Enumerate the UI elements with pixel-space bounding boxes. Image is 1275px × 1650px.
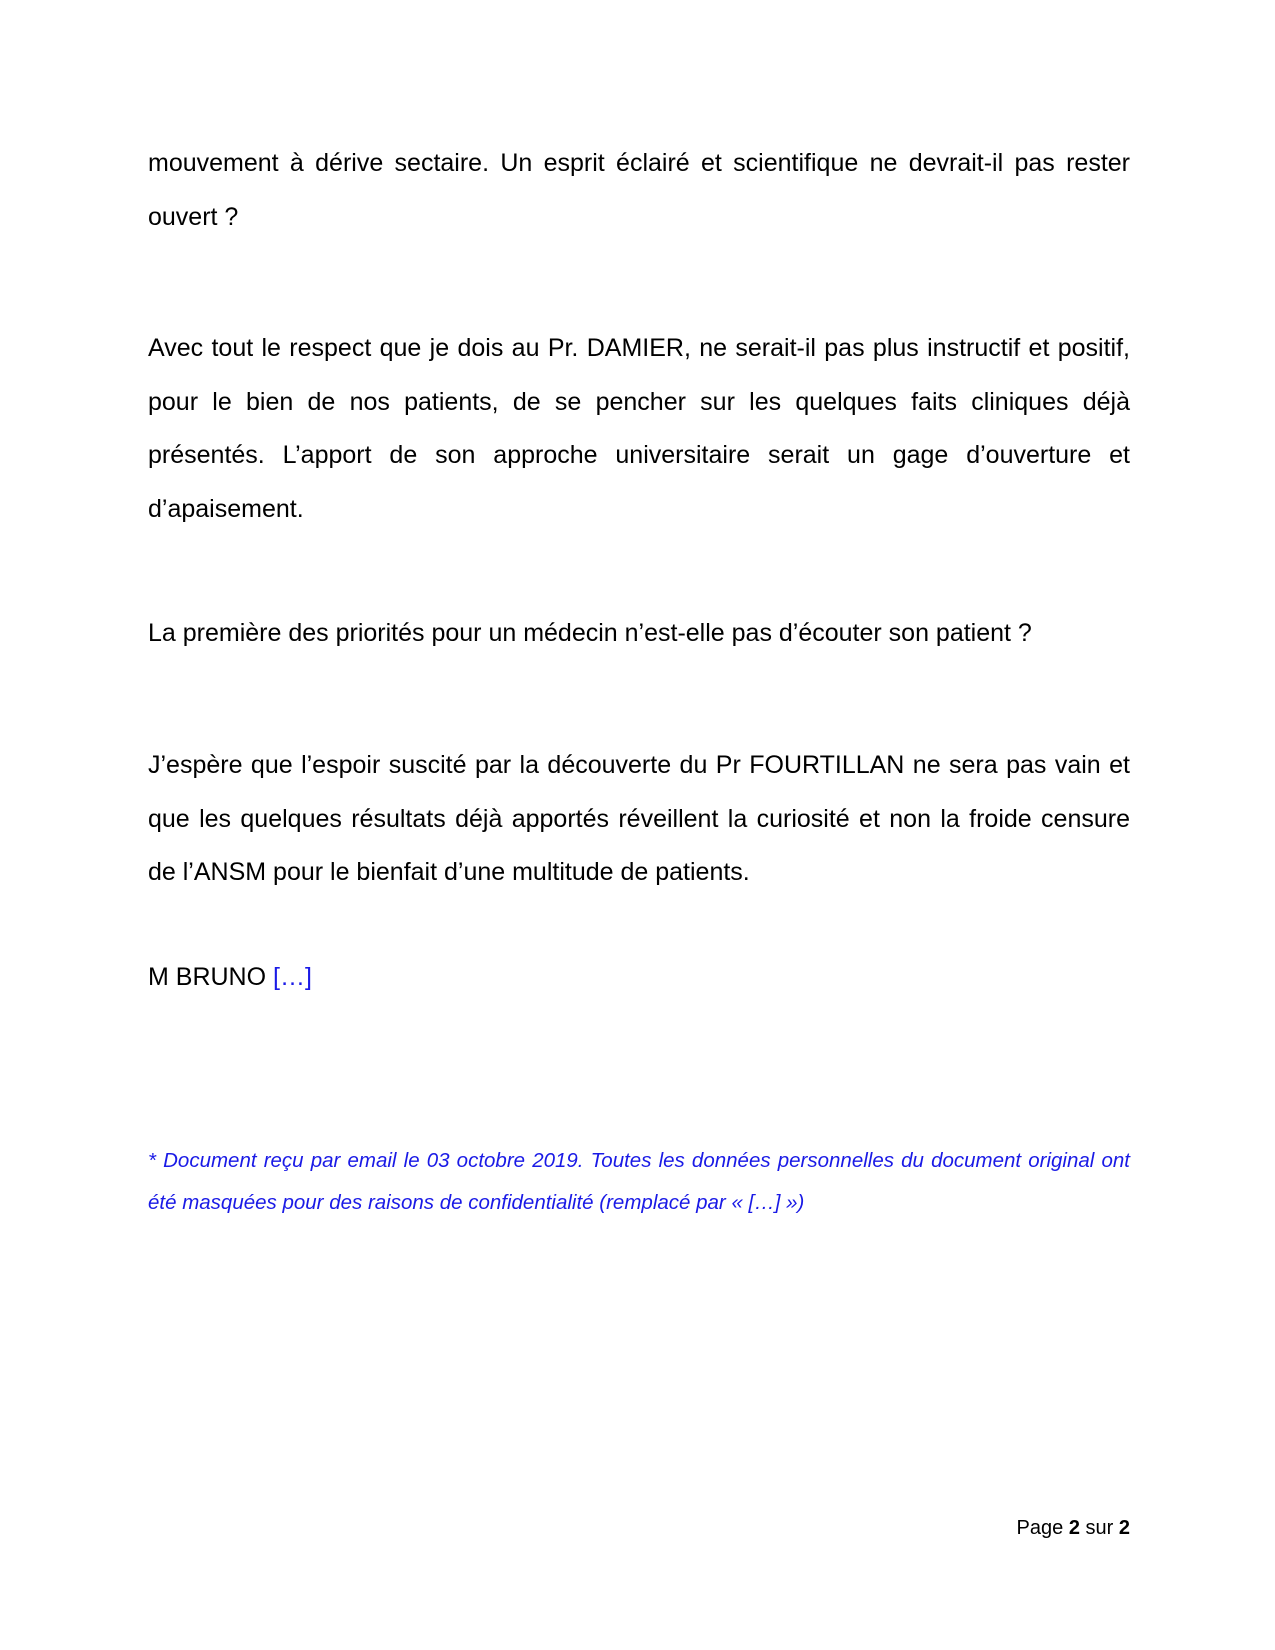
paragraph-4: J’espère que l’espoir suscité par la découverte du Pr FOURTILLAN ne sera pas vain et que les quelques résultats déjà apportés réveillent la curiosité et non la froide censure de l’ANSM pour le bienfait d’une multitude de patients. [148,751,1130,886]
footnote: * Document reçu par email le 03 octobre 2019. Toutes les données personnelles du document original ont été masquées pour des raisons de confidentialité (remplacé par « […] ») [148,1149,1130,1214]
page-number-current: 2 [1068,1517,1080,1539]
paragraph-1: mouvement à dérive sectaire. Un esprit éclairé et scientifique ne devrait-il pas rester ouvert ? [148,149,1130,231]
page-number-prefix: Page [1016,1517,1064,1539]
signature [148,957,312,997]
page-number [1017,1513,1130,1543]
redacted-marker: […] [273,963,312,991]
paragraph-2: Avec tout le respect que je dois au Pr. DAMIER, ne serait-il pas plus instructif et positif, pour le bien de nos patients, de se pencher sur les quelques faits cliniques déjà présentés. L’apport de son approche universitaire serait un gage d’ouverture et d’apaisement. [148,334,1130,523]
signature-name: M BRUNO [148,963,267,991]
paragraph-3: La première des priorités pour un médecin n’est-elle pas d’écouter son patient ? [148,619,1032,647]
page-number-total: 2 [1118,1517,1130,1539]
page-number-separator: sur [1085,1517,1114,1539]
